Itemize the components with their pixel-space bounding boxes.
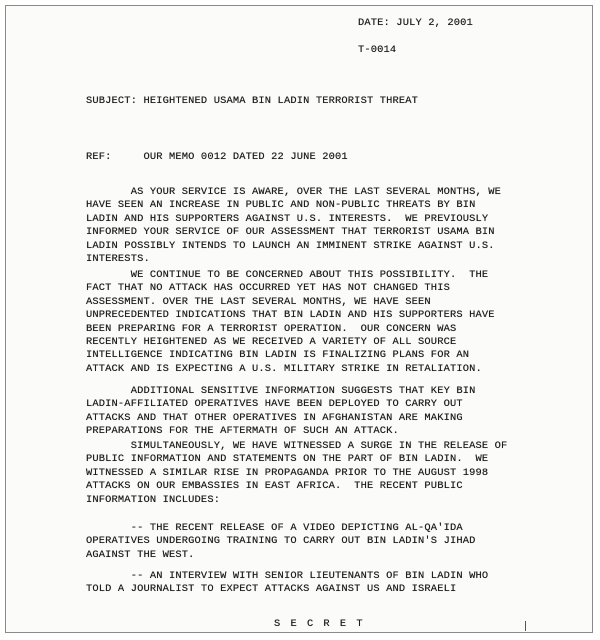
paragraph-4: SIMULTANEOUSLY, WE HAVE WITNESSED A SURGE IN THE RELEASE OF PUBLIC INFORMATION AND STATEMENTS ON THE PART OF BIN LADIN. WE WITNESSED A SIMILAR RISE IN PROPAGANDA PRIOR TO THE AUGUST 1998 ATTACKS ON OUR EMBASSIES IN EAST AFRICA. THE RECENT PUBLIC INFORMATION INCLUDES: — [86, 440, 508, 506]
reference-line: REF: OUR MEMO 0012 DATED 22 JUNE 2001 — [86, 151, 348, 163]
memo-date: DATE: JULY 2, 2001 — [358, 17, 473, 29]
margin-mark — [525, 621, 526, 631]
document-page — [5, 5, 593, 633]
document-number: T-0014 — [358, 44, 397, 56]
paragraph-2: WE CONTINUE TO BE CONCERNED ABOUT THIS POSSIBILITY. THE FACT THAT NO ATTACK HAS OCCURRED YET HAS NOT CHANGED THIS ASSESSMENT. OVER THE LAST SEVERAL MONTHS, WE HAVE SEEN UNPRECEDENTED INDICATIONS THAT BIN LADIN AND HIS SUPPORTERS HAVE BEEN PREPARING FOR A TERRORIST OPERATION. OUR CONCERN WAS RECENTLY HEIGHTENED AS WE RECEIVED A VARIETY OF ALL SOURCE INTELLIGENCE INDICATING BIN LADIN IS FINALIZING PLANS FOR AN ATTACK AND IS EXPECTING A U.S. MILITARY STRIKE IN RETALIATION. — [86, 269, 495, 375]
classification-marking: S E C R E T — [274, 618, 365, 630]
bullet-item-video: -- THE RECENT RELEASE OF A VIDEO DEPICTING AL-QA'IDA OPERATIVES UNDERGOING TRAINING TO CARRY OUT BIN LADIN'S JIHAD AGAINST THE WEST. — [86, 522, 476, 561]
bullet-item-interview: -- AN INTERVIEW WITH SENIOR LIEUTENANTS OF BIN LADIN WHO TOLD A JOURNALIST TO EXPECT ATTACKS AGAINST US AND ISRAELI — [86, 570, 489, 596]
subject-line: SUBJECT: HEIGHTENED USAMA BIN LADIN TERRORIST THREAT — [86, 95, 419, 107]
paragraph-3: ADDITIONAL SENSITIVE INFORMATION SUGGESTS THAT KEY BIN LADIN-AFFILIATED OPERATIVES HAVE BEEN DEPLOYED TO CARRY OUT ATTACKS AND THAT OTHER OPERATIVES IN AFGHANISTAN ARE MAKING PREPARATIONS FOR THE AFTERMATH OF SUCH AN ATTACK. — [86, 385, 476, 438]
paragraph-1: AS YOUR SERVICE IS AWARE, OVER THE LAST SEVERAL MONTHS, WE HAVE SEEN AN INCREASE IN PUBLIC AND NON-PUBLIC THREATS BY BIN LADIN AND HIS SUPPORTERS AGAINST U.S. INTERESTS. WE PREVIOUSLY INFORMED YOUR SERVICE OF OUR ASSESSMENT THAT TERRORIST USAMA BIN LADIN POSSIBLY INTENDS TO LAUNCH AN IMMINENT STRIKE AGAINST U.S. INTERESTS. — [86, 186, 502, 266]
